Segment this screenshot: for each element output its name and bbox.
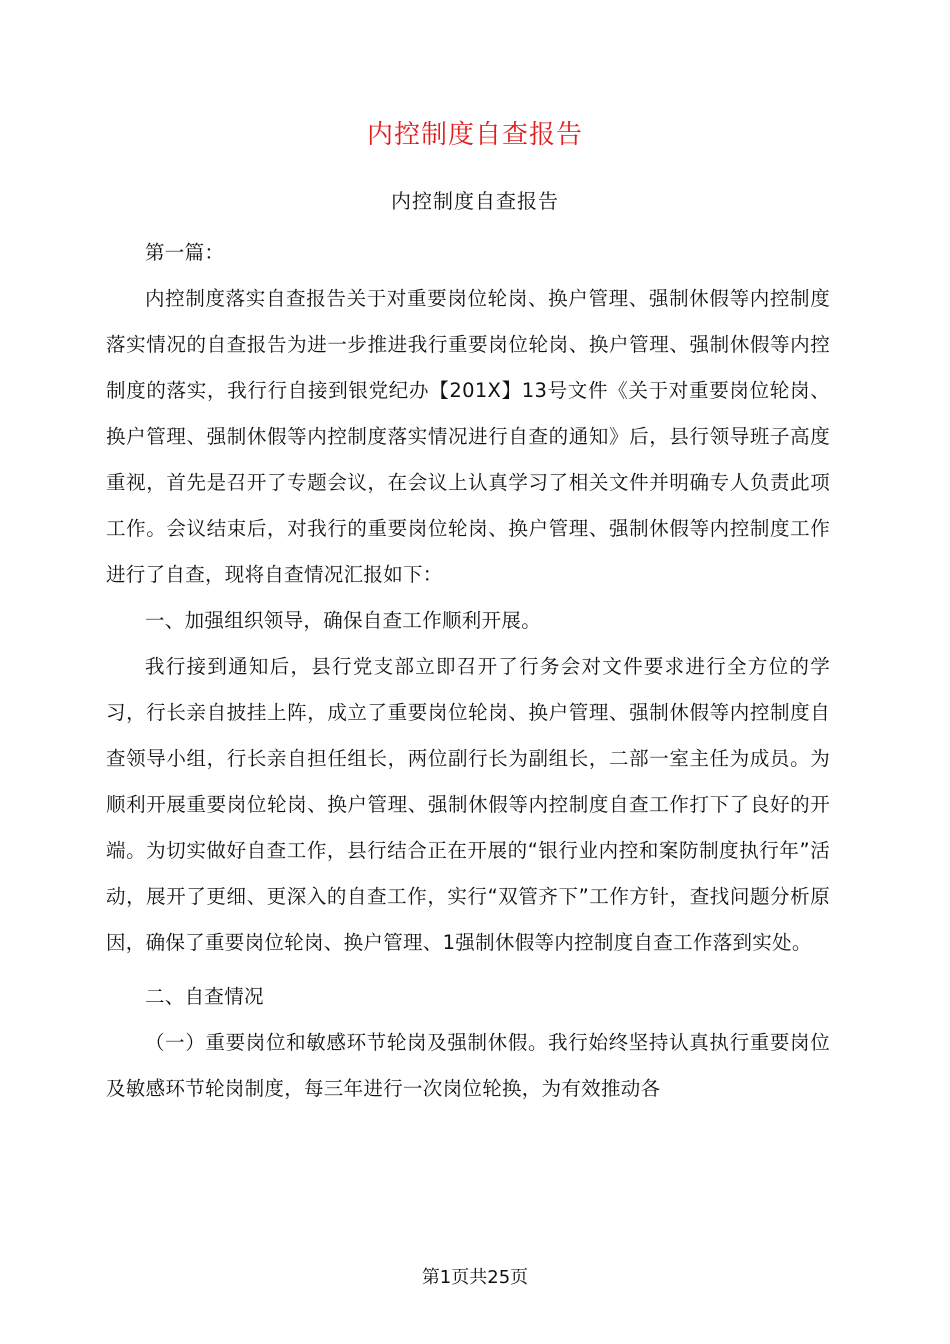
document-body xyxy=(106,230,830,1112)
heading-1: 一、加强组织领导，确保自查工作顺利开展。 xyxy=(145,609,542,632)
paragraph: 我行接到通知后，县行党支部立即召开了行务会对文件要求进行全方位的学习，行长亲自披挂上阵，成立了重要岗位轮岗、换户管理、强制休假等内控制度自查领导小组，行长亲自担任组长，两位副行长为副组长，二部一室主任为成员。为顺利开展重要岗位轮岗、换户管理、强制休假等内控制度自查工作打下了良好的开端。为切实做好自查工作，县行结合正在开展的“银行业内控和案防制度执行年”活动，展开了更细、更深入的自查工作，实行“双管齐下”工作方针，查找问题分析原因，确保了重要岗位轮岗、换户管理、1强制休假等内控制度自查工作落到实处。 xyxy=(106,655,830,954)
document-title: 内控制度自查报告 xyxy=(366,120,583,150)
section-label: 第一篇： xyxy=(145,241,225,264)
document-subtitle: 内控制度自查报告 xyxy=(391,189,559,213)
heading-2: 二、自查情况 xyxy=(145,985,264,1008)
paragraph: （一）重要岗位和敏感环节轮岗及强制休假。我行始终坚持认真执行重要岗位及敏感环节轮岗制度，每三年进行一次岗位轮换，为有效推动各 xyxy=(106,1031,830,1100)
page-number: 第1页共25页 xyxy=(421,1267,529,1288)
paragraph: 内控制度落实自查报告关于对重要岗位轮岗、换户管理、强制休假等内控制度落实情况的自查报告为进一步推进我行重要岗位轮岗、换户管理、强制休假等内控制度的落实，我行行自接到银党纪办【201X】13号文件《关于对重要岗位轮岗、换户管理、强制休假等内控制度落实情况进行自查的通知》后，县行领导班子高度重视，首先是召开了专题会议，在会议上认真学习了相关文件并明确专人负责此项工作。会议结束后，对我行的重要岗位轮岗、换户管理、强制休假等内控制度工作进行了自查，现将自查情况汇报如下： xyxy=(106,287,830,586)
